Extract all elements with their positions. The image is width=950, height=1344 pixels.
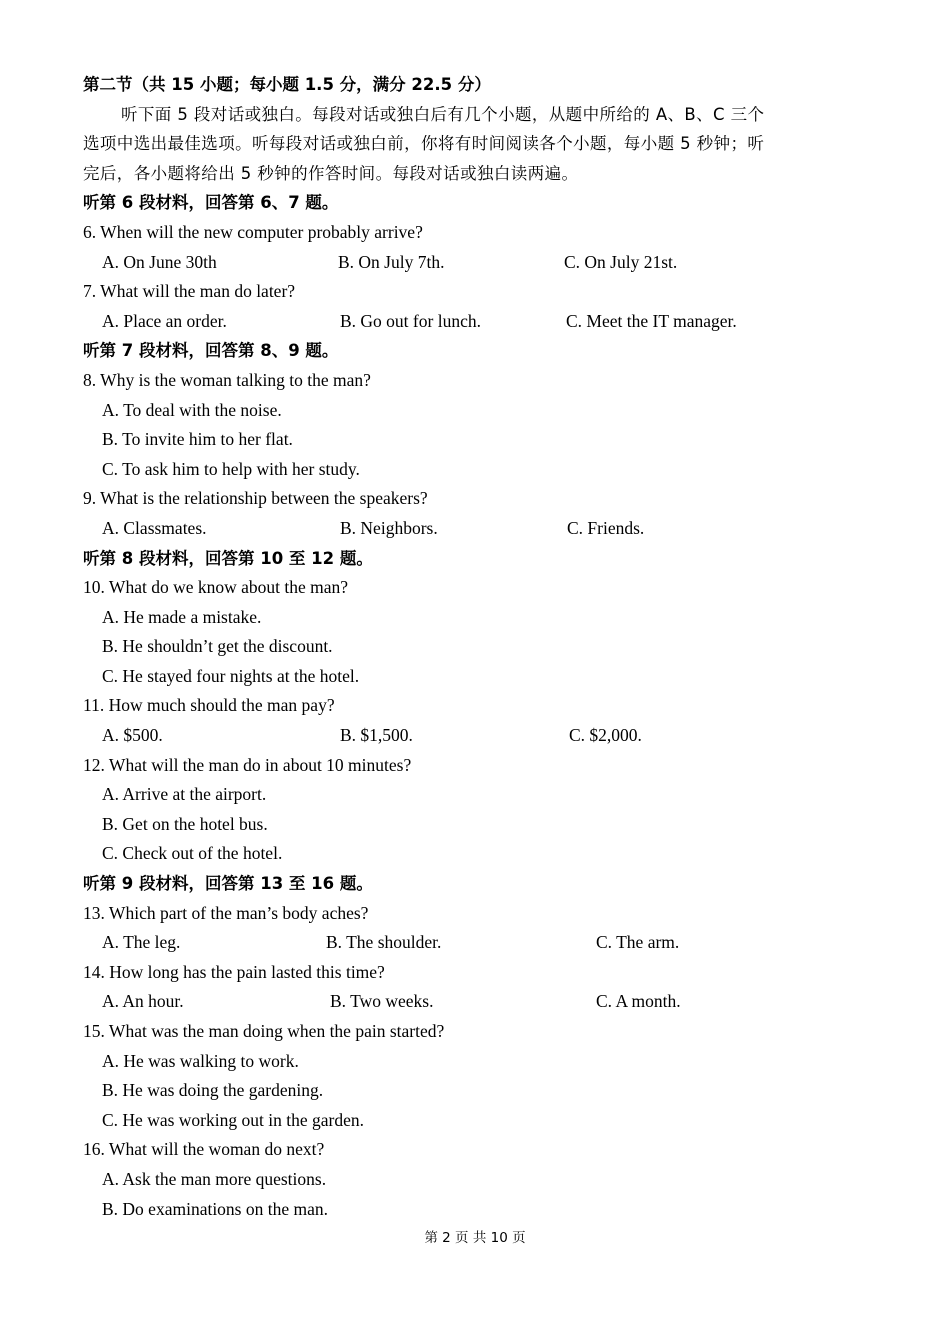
instructions-line-2: 选项中选出最佳选项。听每段对话或独白前，你将有时间阅读各个小题，每小题 5 秒钟；听 — [83, 134, 765, 154]
question-stem: 6. When will the new computer probably arrive? — [83, 221, 423, 242]
page-number-footer: 第 2 页 共 10 页 — [424, 1230, 526, 1246]
question-stem: 15. What was the man doing when the pain started? — [83, 1021, 445, 1041]
instructions-line-3: 完后，各小题将给出 5 秒钟的作答时间。每段对话或独白读两遍。 — [83, 163, 579, 183]
options-row — [83, 248, 863, 278]
option-a: A. Arrive at the airport. — [102, 784, 267, 805]
option-c: C. He stayed four nights at the hotel. — [102, 665, 360, 686]
option-b: B. The shoulder. — [326, 932, 442, 953]
option-a: A. Place an order. — [102, 310, 227, 331]
options-row — [83, 721, 863, 751]
exam-page — [83, 70, 863, 1224]
option-c: C. Meet the IT manager. — [566, 310, 737, 331]
option-b: B. Neighbors. — [340, 517, 438, 538]
option-b: B. Do examinations on the man. — [102, 1198, 329, 1219]
option-b: B. $1,500. — [340, 725, 413, 746]
option-a: A. An hour. — [102, 991, 184, 1012]
options-row — [83, 307, 863, 337]
question-stem: 16. What will the woman do next? — [83, 1139, 325, 1160]
option-c: C. Check out of the hotel. — [102, 843, 283, 864]
question-stem: 14. How long has the pain lasted this time? — [83, 961, 385, 982]
option-c: C. He was working out in the garden. — [102, 1109, 364, 1130]
option-c: C. On July 21st. — [564, 251, 678, 272]
options-row — [83, 514, 863, 544]
question-stem: 12. What will the man do in about 10 minutes? — [83, 754, 412, 775]
option-b: B. Two weeks. — [330, 991, 434, 1012]
option-a: A. On June 30th — [102, 251, 217, 272]
question-stem: 8. Why is the woman talking to the man? — [83, 369, 371, 390]
options-row — [83, 987, 863, 1017]
option-b: B. He shouldn’t get the discount. — [102, 636, 333, 657]
option-b: B. He was doing the gardening. — [102, 1080, 324, 1101]
group-heading: 听第 8 段材料，回答第 10 至 12 题。 — [83, 548, 373, 568]
option-a: A. $500. — [102, 725, 163, 746]
question-stem: 13. Which part of the man’s body aches? — [83, 902, 369, 923]
option-c: C. A month. — [596, 991, 681, 1012]
option-b: B. Go out for lunch. — [340, 310, 481, 331]
option-a: A. Classmates. — [102, 517, 207, 538]
option-b: B. Get on the hotel bus. — [102, 813, 268, 834]
option-a: A. He made a mistake. — [102, 606, 262, 627]
question-stem: 11. How much should the man pay? — [83, 695, 335, 716]
option-a: A. The leg. — [102, 932, 181, 953]
option-c: C. The arm. — [596, 932, 680, 953]
question-stem: 9. What is the relationship between the speakers? — [83, 488, 428, 509]
instructions-line-1: 听下面 5 段对话或独白。每段对话或独白后有几个小题，从题中所给的 A、B、C 三个 — [121, 104, 765, 124]
group-heading: 听第 7 段材料，回答第 8、9 题。 — [83, 341, 339, 361]
option-a: A. Ask the man more questions. — [102, 1168, 327, 1189]
option-c: C. Friends. — [567, 517, 645, 538]
option-a: A. To deal with the noise. — [102, 399, 282, 420]
options-row — [83, 928, 863, 958]
group-heading: 听第 6 段材料，回答第 6、7 题。 — [83, 193, 339, 213]
section-title: 第二节（共 15 小题；每小题 1.5 分，满分 22.5 分） — [83, 75, 491, 94]
question-stem: 10. What do we know about the man? — [83, 577, 349, 598]
option-b: B. To invite him to her flat. — [102, 429, 293, 450]
option-b: B. On July 7th. — [338, 251, 445, 272]
question-stem: 7. What will the man do later? — [83, 281, 296, 302]
option-c: C. To ask him to help with her study. — [102, 458, 360, 479]
group-heading: 听第 9 段材料，回答第 13 至 16 题。 — [83, 874, 373, 894]
option-c: C. $2,000. — [569, 725, 642, 746]
option-a: A. He was walking to work. — [102, 1050, 299, 1071]
